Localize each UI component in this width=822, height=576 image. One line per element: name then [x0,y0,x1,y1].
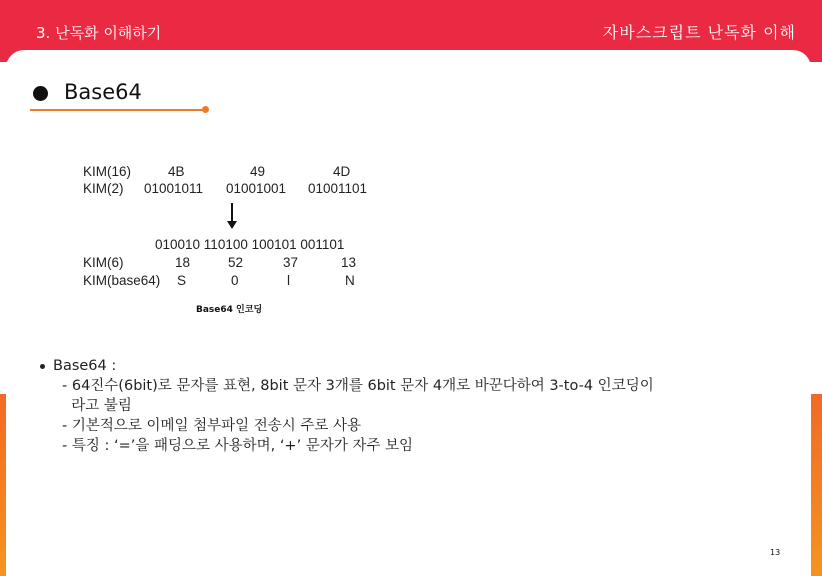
kim16-value-3: 4D [333,164,351,179]
row-label-kim2: KIM(2) [83,181,124,196]
deck-title: 자바스크립트 난독화 이해 [602,23,796,42]
kim6-value-1: 18 [175,255,191,270]
base64-value-1: S [177,273,187,288]
kim6-value-2: 52 [228,255,244,270]
underline-dot-icon [202,106,209,113]
kim2-value-3: 01001101 [308,181,368,196]
kim6-value-3: 37 [283,255,299,270]
row-label-kim-base64: KIM(base64) [83,273,161,288]
title-underline [30,109,205,111]
kim16-value-1: 4B [168,164,185,179]
kim2-value-2: 01001001 [226,181,287,196]
content-card [6,50,811,576]
bullet-icon [40,364,45,369]
kim2-value-1: 01001011 [144,181,204,196]
body-line: - 특징 : ‘=’을 패딩으로 사용하며, ‘+’ 문자가 자주 보임 [62,438,414,454]
body-heading: Base64 : [53,358,117,374]
body-line: - 64진수(6bit)로 문자를 표현, 8bit 문자 3개를 6bit 문자 4개로 바꾼다하여 3-to-4 인코딩이 [62,378,654,394]
base64-value-3: l [287,273,290,288]
base64-value-2: 0 [231,273,239,288]
diagram-caption: Base64 인코딩 [196,305,263,315]
down-arrow-icon [227,221,237,229]
kim6-value-4: 13 [341,255,357,270]
body-line: 라고 불림 [62,398,132,414]
row-label-kim16: KIM(16) [83,164,132,179]
base64-value-4: N [345,273,355,288]
title-bullet-icon [33,86,48,101]
row-label-kim6: KIM(6) [83,255,124,270]
section-label: 3. 난독화 이해하기 [36,24,162,42]
kim16-value-2: 49 [250,164,266,179]
page-number: 13 [770,548,781,557]
regrouped-bits: 010010 110100 100101 001101 [155,237,345,252]
down-arrow-shaft [231,203,233,223]
body-line: - 기본적으로 이메일 첨부파일 전송시 주로 사용 [62,418,362,434]
slide-title: Base64 [64,80,142,104]
body-text [40,356,780,456]
body-heading-line [40,356,780,376]
